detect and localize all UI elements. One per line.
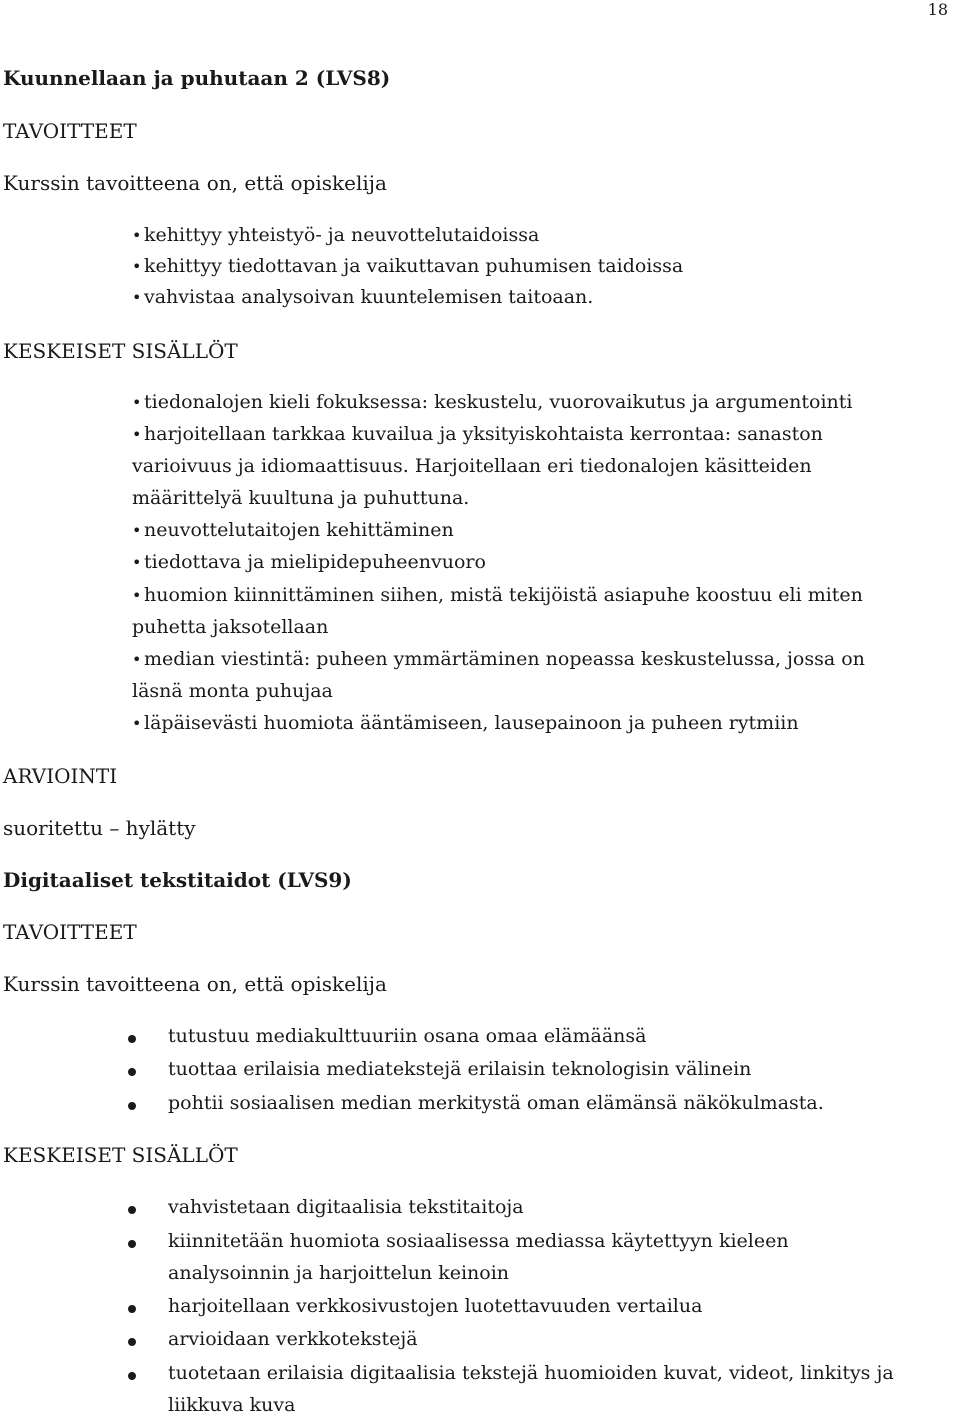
list-item: tuottaa erilaisia mediatekstejä erilaisin teknologisin välinein xyxy=(168,1058,751,1080)
list-item-continuation: analysoinnin ja harjoittelun keinoin xyxy=(168,1262,510,1284)
bullet-icon xyxy=(128,1035,136,1043)
goals-heading: TAVOITTEET xyxy=(3,119,137,143)
bullet-icon: • xyxy=(132,714,142,733)
bullet-icon: • xyxy=(132,650,142,669)
bullet-icon xyxy=(128,1305,136,1313)
bullet-icon: • xyxy=(132,393,142,412)
list-item: arvioidaan verkkotekstejä xyxy=(168,1328,418,1350)
list-item-continuation: läsnä monta puhujaa xyxy=(132,680,333,702)
list-item-continuation: varioivuus ja idiomaattisuus. Harjoitellaan eri tiedonalojen käsitteiden xyxy=(132,455,812,477)
bullet-icon: • xyxy=(132,553,142,572)
list-item: vahvistetaan digitaalisia tekstitaitoja xyxy=(168,1196,524,1218)
section-title: Digitaaliset tekstitaidot (LVS9) xyxy=(3,868,352,892)
list-item: kiinnitetään huomiota sosiaalisessa mediassa käytettyyn kieleen xyxy=(168,1230,789,1252)
list-item: tutustuu mediakulttuuriin osana omaa elämäänsä xyxy=(168,1025,646,1047)
list-item: • harjoitellaan tarkkaa kuvailua ja yksityiskohtaista kerrontaa: sanaston xyxy=(132,423,823,445)
bullet-icon: • xyxy=(132,586,142,605)
bullet-icon xyxy=(128,1338,136,1346)
list-item: • vahvistaa analysoivan kuuntelemisen taitoaan. xyxy=(132,286,594,308)
assessment-value: suoritettu – hylätty xyxy=(3,816,196,840)
list-item-continuation: puhetta jaksotellaan xyxy=(132,616,329,638)
list-item: • kehittyy tiedottavan ja vaikuttavan puhumisen taidoissa xyxy=(132,255,684,277)
page-number: 18 xyxy=(927,0,948,19)
bullet-icon: • xyxy=(132,257,142,276)
list-item: • tiedonalojen kieli fokuksessa: keskustelu, vuorovaikutus ja argumentointi xyxy=(132,391,853,413)
list-item-continuation: määrittelyä kuultuna ja puhuttuna. xyxy=(132,487,470,509)
section-title: Kuunnellaan ja puhutaan 2 (LVS8) xyxy=(3,66,391,90)
bullet-icon: • xyxy=(132,521,142,540)
list-item: • kehittyy yhteistyö- ja neuvottelutaidoissa xyxy=(132,224,540,246)
bullet-icon xyxy=(128,1206,136,1214)
goals-intro: Kurssin tavoitteena on, että opiskelija xyxy=(3,171,387,195)
list-item: • tiedottava ja mielipidepuheenvuoro xyxy=(132,551,486,573)
list-item: pohtii sosiaalisen median merkitystä oman elämänsä näkökulmasta. xyxy=(168,1092,824,1114)
bullet-icon xyxy=(128,1102,136,1110)
assessment-heading: ARVIOINTI xyxy=(3,764,118,788)
bullet-icon: • xyxy=(132,226,142,245)
list-item: • läpäisevästi huomiota ääntämiseen, lausepainoon ja puheen rytmiin xyxy=(132,712,799,734)
bullet-icon xyxy=(128,1372,136,1380)
bullet-icon: • xyxy=(132,288,142,307)
list-item-continuation: liikkuva kuva xyxy=(168,1394,296,1416)
list-item: • neuvottelutaitojen kehittäminen xyxy=(132,519,454,541)
list-item: harjoitellaan verkkosivustojen luotettavuuden vertailua xyxy=(168,1295,702,1317)
list-item: • median viestintä: puheen ymmärtäminen nopeassa keskustelussa, jossa on xyxy=(132,648,865,670)
contents-heading: KESKEISET SISÄLLÖT xyxy=(3,339,238,363)
goals-heading: TAVOITTEET xyxy=(3,920,137,944)
list-item: tuotetaan erilaisia digitaalisia tekstejä huomioiden kuvat, videot, linkitys ja xyxy=(168,1362,894,1384)
list-item: • huomion kiinnittäminen siihen, mistä tekijöistä asiapuhe koostuu eli miten xyxy=(132,584,863,606)
bullet-icon: • xyxy=(132,425,142,444)
bullet-icon xyxy=(128,1240,136,1248)
goals-intro: Kurssin tavoitteena on, että opiskelija xyxy=(3,972,387,996)
bullet-icon xyxy=(128,1068,136,1076)
contents-heading: KESKEISET SISÄLLÖT xyxy=(3,1143,238,1167)
